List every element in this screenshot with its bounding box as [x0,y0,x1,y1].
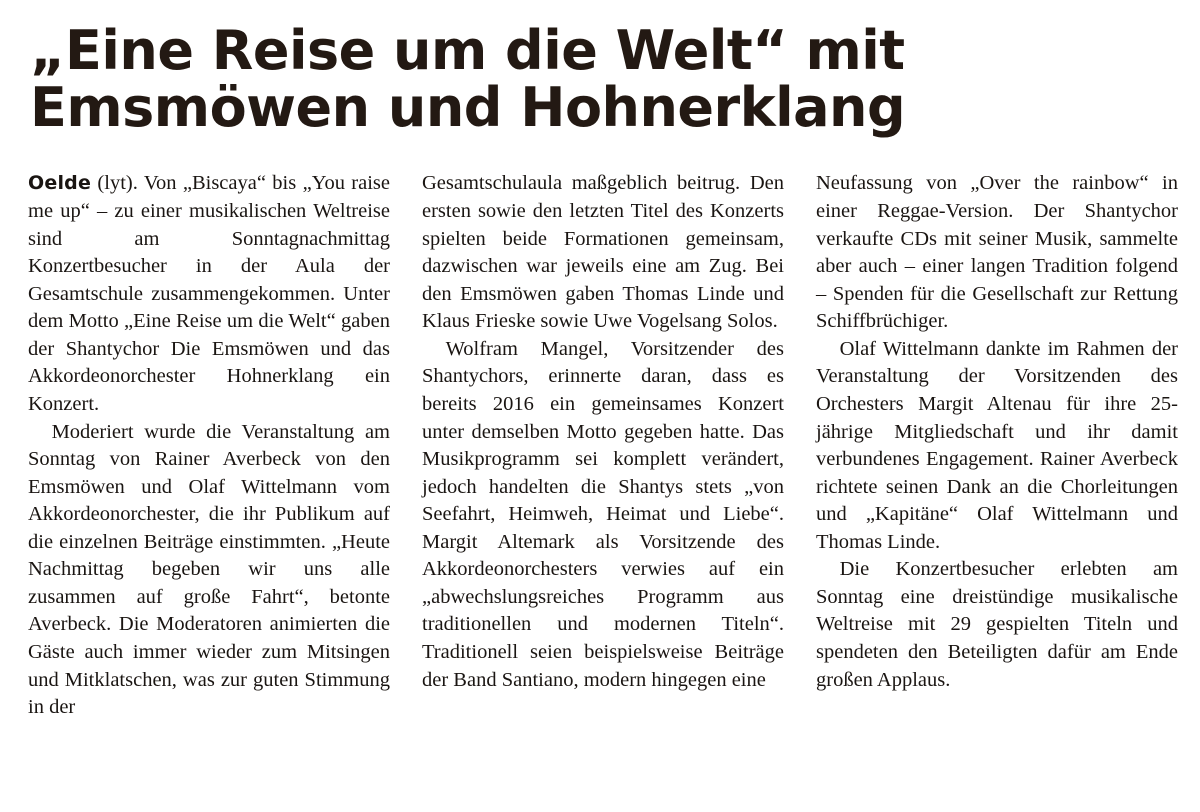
paragraph-text: (lyt). Von „Biscaya“ bis „You raise me up“ – zu einer musikalischen Weltreise sind am Sonntagnachmittag Konzertbesucher in der Aula der Gesamtschule zusammengekommen. Unter dem Motto „Eine Reise um die Welt“ gaben der Shantychor Die Emsmöwen und das Akkordeonorchester Hohnerklang ein Konzert. [28,172,391,415]
paragraph: Gesamtschulaula maßgeblich beitrug. Den ersten sowie den letzten Titel des Konzerts spielten beide Formationen gemeinsam, dazwischen war jeweils eine am Zug. Bei den Emsmöwen gaben Thomas Linde und Klaus Frieske sowie Uwe Vogelsang Solos. [422,172,784,333]
paragraph: Moderiert wurde die Veranstaltung am Sonntag von Rainer Averbeck von den Emsmöwen und Olaf Wittelmann vom Akkordeonorchester, die ihr Publikum auf die einzelnen Beiträge einstimmten. „Heute Nachmittag begeben wir uns alle zusammen auf große Fahrt“, betonte Averbeck. Die Moderatoren animierten die Gäste auch immer wieder zum Mitsingen und Mitklatschen, was zur guten Stimmung in der [28,420,390,719]
paragraph: Neufassung von „Over the rainbow“ in einer Reggae-Version. Der Shantychor verkaufte CDs mit seiner Musik, sammelte aber auch – einer langen Tradition folgend – Spenden für die Gesellschaft zur Rettung Schiffbrüchiger. [816,172,1178,333]
article-headline [30,19,1172,140]
article-column-2 [422,170,784,694]
article-column-1 [28,170,390,721]
paragraph: Die Konzertbesucher erlebten am Sonntag eine dreistündige musikalische Weltreise mit 29 gespielten Titeln und spendeten den Beteiligten dafür am Ende großen Applaus. [816,558,1178,691]
dateline: Oelde [28,172,92,195]
paragraph: Wolfram Mangel, Vorsitzender des Shantychors, erinnerte daran, dass es bereits 2016 ein gemeinsames Konzert unter demselben Motto gegeben hatte. Das Musikprogramm sei komplett verändert, jedoch handelten die Shantys stets „von Seefahrt, Heimweh, Heimat und Liebe“. Margit Altemark als Vorsitzende des Akkordeonorchesters verwies auf ein „abwechslungsreiches Programm aus traditionellen und modernen Titeln“. Traditionell seien beispielsweise Beiträge der Band Santiano, modern hingegen eine [422,337,784,691]
paragraph [28,170,390,418]
article-columns [28,170,1178,721]
article-column-3 [816,170,1178,694]
headline-line-2: Emsmöwen und Hohnerklang [30,76,906,140]
paragraph: Olaf Wittelmann dankte im Rahmen der Veranstaltung der Vorsitzenden des Orchesters Margit Altenau für ihre 25-jährige Mitgliedschaft und ihr damit verbundenes Engagement. Rainer Averbeck richtete seinen Dank an die Chorleitungen und „Kapitäne“ Olaf Wittelmann und Thomas Linde. [816,337,1178,553]
headline-line-1: „Eine Reise um die Welt“ mit [30,19,905,82]
